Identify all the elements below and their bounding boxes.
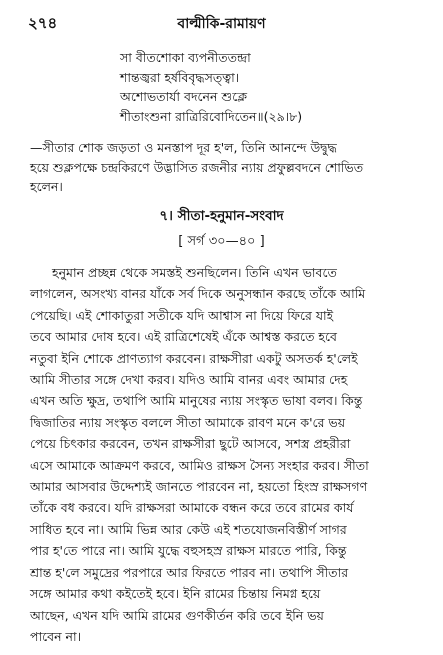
body-line: লাগলেন, অসংখ্য বানর যাঁকে সর্ব দিকে অনুসন্ধান করছে তাঁকে আমি — [30, 286, 366, 302]
verse-translation — [30, 138, 422, 197]
sanskrit-verse — [120, 48, 420, 126]
body-line: পেয়ে চিৎকার করবেন, তখন রাক্ষসীরা ছুটে আসবে, সশস্ত্র প্রহরীরা — [30, 436, 351, 452]
body-line: আমি সীতার সঙ্গে দেখা করব। যদিও আমি বানর এবং আমার দেহ — [30, 372, 348, 388]
body-line: শ্রান্ত হ'লে সমুদ্রের পরপারে আর ফিরতে পারব না। তথাপি সীতার — [30, 564, 349, 580]
body-paragraph — [30, 262, 422, 647]
body-line: হনুমান প্রচ্ছন্ন থেকে সমস্তই শুনছিলেন। তিনি এখন ভাবতে — [52, 265, 337, 280]
translation-line: —সীতার শোক জড়তা ও মনস্তাপ দূর হ'ল, তিনি আনন্দে উদ্বুদ্ধ — [30, 140, 337, 155]
body-line: তবে আমার দোষ হবে। এই রাত্রিশেষেই এঁকে আশ্বস্ত করতে হবে — [30, 329, 337, 345]
body-line: আমার আসবার উদ্দেশ্যই জানতে পারবেন না, হয়তো হিংস্র রাক্ষসগণ — [30, 479, 368, 495]
translation-line: হলেন। — [30, 179, 63, 194]
body-line: এসে আমাকে আক্রমণ করবে, আমিও রাক্ষস সৈন্য সংহার করব। সীতা — [30, 457, 369, 473]
body-line: সাধিত হবে না। আমি ভিন্ন আর কেউ এই শতযোজনবিস্তীর্ণ সাগর — [30, 521, 347, 537]
page-number: ২৭৪ — [28, 14, 58, 32]
body-line: আছেন, এখন যদি আমি রামের গুণকীর্তন করি তবে ইনি ভয় — [30, 607, 324, 623]
body-line: তাঁকে বধ করবে। যদি রাক্ষসরা আমাকে বন্ধন করে তবে রামের কার্য — [30, 500, 354, 516]
verse-line: সা বীতশোকা ব্যপনীততন্দ্রা — [120, 50, 251, 65]
sarga-range: [ সর্গ ৩০—৪০ ] — [178, 234, 265, 249]
verse-line: শীতাংশুনা রাত্রিরিবোদিতেন॥(২৯।৮) — [120, 108, 303, 124]
body-line: এখন অতি ক্ষুদ্র, তথাপি আমি মানুষের ন্যায় সংস্কৃত ভাষা বলব। কিন্তু — [30, 393, 363, 409]
body-line: পাবেন না। — [30, 628, 82, 644]
body-line: দ্বিজাতির ন্যায় সংস্কৃত বললে সীতা আমাকে রাবণ মনে ক'রে ভয় — [30, 414, 346, 430]
running-title: বাল্মীকি-রামায়ণ — [177, 16, 266, 32]
section-heading: ৭। সীতা-হনুমান-সংবাদ — [159, 208, 284, 224]
body-line: পার হ'তে পারে না। আমি যুদ্ধে বহুসহস্র রাক্ষস মারতে পারি, কিন্তু — [30, 543, 347, 559]
verse-line: শান্তজ্বরা হর্ষবিবৃদ্ধসত্ত্বা। — [120, 69, 240, 85]
body-line: পেয়েছি। এই শোকাতুরা সতীকে যদি আশ্বাস না দিয়ে ফিরে যাই — [30, 307, 334, 323]
body-line: সঙ্গে আমার কথা কইতেই হবে। ইনি রামের চিন্তায় নিমগ্ন হয়ে — [30, 586, 321, 602]
body-line: নতুবা ইনি শোকে প্রাণত্যাগ করবেন। রাক্ষসীরা একটু অসতর্ক হ'লেই — [30, 350, 358, 366]
verse-line: অশোভতার্যা বদনেন শুক্লে — [120, 89, 247, 104]
translation-line: হয়ে শুক্লপক্ষে চন্দ্রকিরণে উদ্ভাসিত রজনীর ন্যায় প্রফুল্লবদনে শোভিত — [30, 159, 364, 175]
